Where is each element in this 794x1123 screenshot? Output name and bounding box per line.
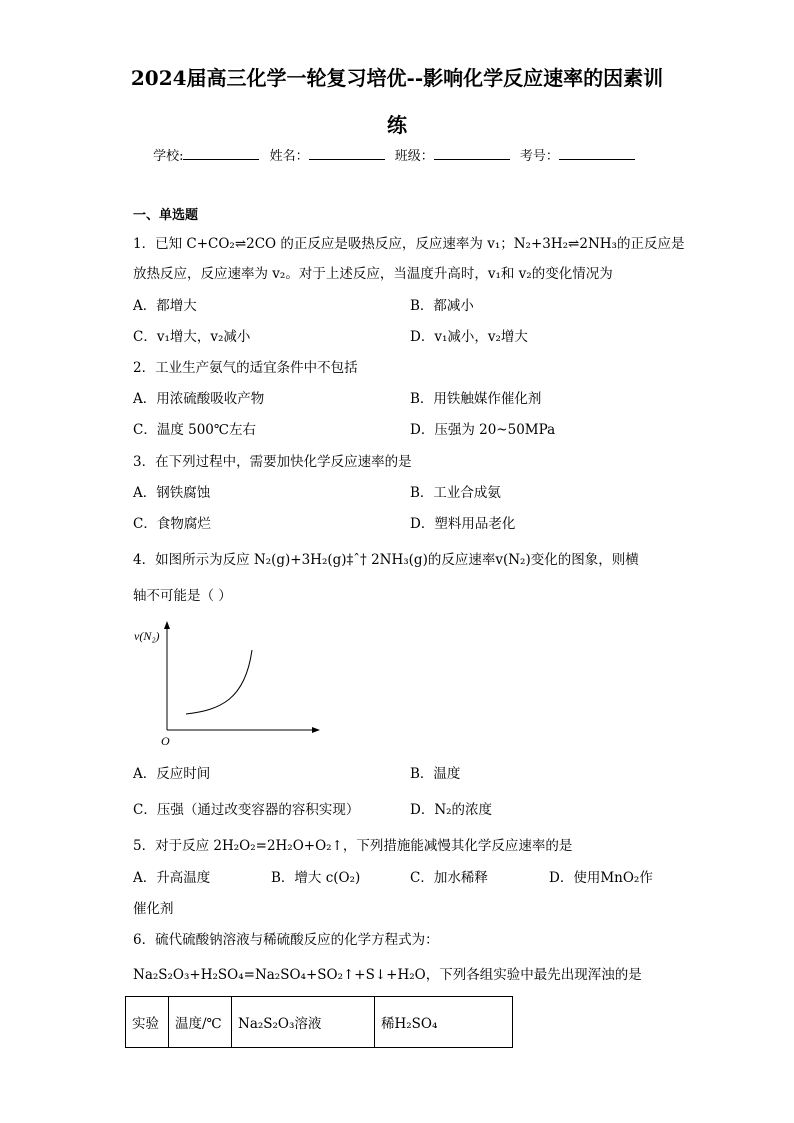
q5-option-d-cont: 催化剂 — [133, 901, 174, 917]
q5-option-d: D．使用MnO₂作 — [549, 870, 653, 886]
q4-stem-line1: 4．如图所示为反应 N₂(g)+3H₂(g)‡ˆ† 2NH₃(g)的反应速率v(N₂)变化的图象，则横 — [133, 552, 639, 568]
q1-option-a: A．都增大 — [133, 298, 197, 314]
graph-ylabel: v(N₂) — [134, 629, 160, 643]
q1-option-d: D．v₁减小，v₂增大 — [410, 329, 528, 345]
q1-option-b: B．都减小 — [410, 298, 474, 314]
graph-origin: O — [161, 734, 170, 748]
header-sulfuric-acid: 稀H₂SO₄ — [375, 997, 513, 1048]
exam-title-cont: 练 — [387, 113, 407, 137]
name-blank[interactable] — [309, 147, 385, 160]
q1-stem-line2: 放热反应，反应速率为 v₂。对于上述反应，当温度升高时，v₁和 v₂的变化情况为 — [133, 266, 613, 282]
exam-number-label: 考号： — [519, 149, 559, 164]
q3-option-d: D．塑料用品老化 — [410, 516, 516, 532]
q4-stem-line2: 轴不可能是（ ） — [133, 588, 232, 604]
rate-curve — [186, 650, 252, 714]
q4-option-c: C．压强（通过改变容器的容积实现） — [133, 802, 360, 818]
x-axis-arrow — [312, 727, 320, 733]
q3-option-a: A．钢铁腐蚀 — [133, 485, 211, 501]
class-label: 班级： — [394, 149, 434, 164]
q4-option-b: B．温度 — [410, 766, 461, 782]
q3-option-b: B．工业合成氨 — [410, 485, 501, 501]
header-temperature: 温度/℃ — [169, 997, 232, 1048]
school-blank[interactable] — [183, 147, 259, 160]
q5-stem: 5．对于反应 2H₂O₂=2H₂O+O₂↑，下列措施能减慢其化学反应速率的是 — [133, 838, 573, 854]
q3-stem: 3．在下列过程中，需要加快化学反应速率的是 — [133, 454, 412, 470]
class-blank[interactable] — [434, 147, 510, 160]
q6-stem: 6．硫代硫酸钠溶液与稀硫酸反应的化学方程式为： — [133, 932, 439, 948]
q4-option-a: A．反应时间 — [133, 766, 211, 782]
q2-option-b: B．用铁触媒作催化剂 — [410, 391, 542, 407]
header-experiment: 实验 — [126, 997, 169, 1048]
q2-option-c: C．温度 500℃左右 — [133, 422, 256, 438]
q5-option-a: A．升高温度 — [133, 870, 211, 886]
exam-title: 2024届高三化学一轮复习培优--影响化学反应速率的因素训 — [130, 66, 664, 90]
q2-option-d: D．压强为 20~50MPa — [410, 422, 556, 438]
student-info-row — [0, 145, 794, 164]
q2-stem: 2．工业生产氨气的适宜条件中不包括 — [133, 360, 358, 376]
header-thiosulfate: Na₂S₂O₃溶液 — [232, 997, 375, 1048]
q5-option-b: B．增大 c(O₂) — [271, 870, 361, 886]
q6-equation: Na₂S₂O₃+H₂SO₄=Na₂SO₄+SO₂↑+S↓+H₂O，下列各组实验中最先出现浑浊的是 — [133, 967, 642, 983]
q2-option-a: A．用浓硫酸吸收产物 — [133, 391, 265, 407]
y-axis-arrow — [164, 621, 170, 629]
q5-option-c: C．加水稀释 — [410, 870, 488, 886]
q1-stem-line1: 1．已知 C+CO₂⇌2CO 的正反应是吸热反应，反应速率为 v₁；N₂+3H₂⇌2NH₃的正反应是 — [133, 236, 685, 252]
section-heading: 一、单选题 — [133, 208, 199, 223]
experiment-table — [125, 996, 513, 1048]
rate-graph — [130, 618, 330, 748]
table-header-row — [126, 997, 513, 1048]
school-label: 学校: — [153, 149, 184, 164]
q1-option-c: C．v₁增大，v₂减小 — [133, 329, 251, 345]
exam-number-blank[interactable] — [559, 147, 635, 160]
name-label: 姓名： — [269, 149, 309, 164]
q3-option-c: C．食物腐烂 — [133, 516, 211, 532]
q4-option-d: D．N₂的浓度 — [410, 802, 493, 818]
